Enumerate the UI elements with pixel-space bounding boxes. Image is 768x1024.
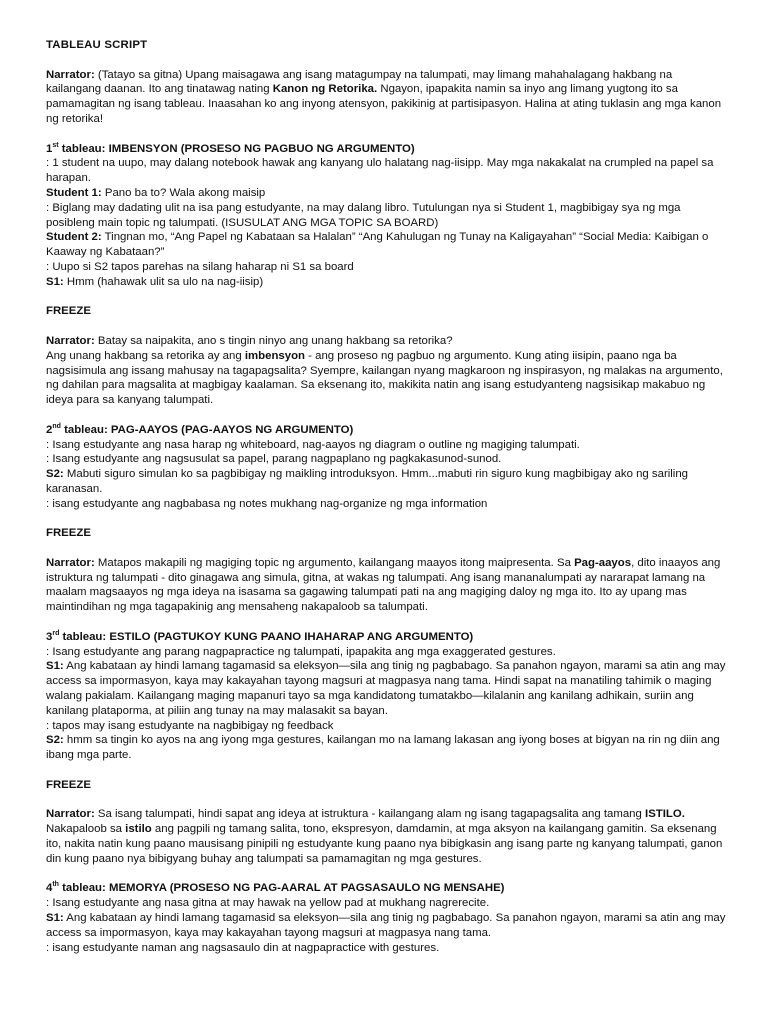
heading-number: 3 — [46, 630, 53, 643]
emphasis-text: imbensyon — [244, 349, 305, 362]
heading-ordinal: st — [52, 141, 59, 149]
dialogue-line — [46, 911, 726, 941]
narrator-paragraph — [46, 807, 726, 866]
emphasis-text: Pag-aayos — [574, 556, 632, 569]
dialogue-line — [46, 275, 726, 290]
speaker-label: Student 1: — [46, 186, 102, 199]
speaker-label: Narrator: — [46, 334, 95, 347]
speaker-label: Narrator: — [46, 68, 95, 81]
heading-number: 1 — [46, 142, 53, 155]
tableau-1-heading — [46, 142, 726, 157]
paragraph-text: Ngayon, ipapakita namin sa inyo ang limang yugtong ito sa pamamagitan ng isang tableau. Inaasahan ko ang inyong atensyon, pakikinig at partisipasyon. Halina at ating tuklasin ang mga kanon ng retorika! — [46, 83, 722, 125]
stage-direction: : isang estudyante ang nagbabasa ng notes mukhang nag-organize ng mga information — [46, 497, 488, 510]
stage-direction: : Isang estudyante ang parang nagpapractice ng talumpati, ipapakita ang mga exaggerated gestures. — [46, 645, 556, 658]
paragraph-text: Matapos makapili ng magiging topic ng argumento, kailangang maayos itong maipresenta. Sa — [94, 556, 575, 569]
tableau-4-heading — [46, 881, 726, 896]
heading-number: 2 — [46, 423, 53, 436]
speaker-label: S2: — [46, 468, 64, 481]
tableau-3-heading — [46, 630, 726, 645]
paragraph-text: Nakapaloob sa — [46, 823, 126, 836]
narrator-paragraph — [46, 556, 726, 615]
dialogue-line — [46, 733, 726, 763]
stage-direction: : Isang estudyante ang nasa harap ng whiteboard, nag-aayos ng diagram o outline ng magiging talumpati. — [46, 438, 580, 451]
dialogue-line — [46, 230, 726, 260]
stage-direction: : isang estudyante naman ang nagsasaulo din at nagpapractice with gestures. — [46, 941, 440, 954]
speaker-label: S2: — [46, 734, 64, 747]
paragraph-text: Sa isang talumpati, hindi sapat ang ideya at istruktura - kailangang alam ng isang tagapagsalita ang tamang — [94, 808, 646, 821]
stage-direction: : Isang estudyante ang nasa gitna at may hawak na yellow pad at mukhang nagrerecite. — [46, 897, 490, 910]
dialogue-text: Pano ba to? Wala akong maisip — [101, 186, 266, 199]
freeze-marker: FREEZE — [46, 527, 91, 540]
freeze-marker: FREEZE — [46, 778, 91, 791]
paragraph-text: , dito inaayos ang istruktura ng talumpati - dito ginagawa ang simula, gitna, at wakas ng talumpati. Ang isang mananalumpati ay nararapat lamang na maalam magsaayos ng mga ideya na isasama sa gagawing talumpati pati na ang magiging daloy ng mga ito. Ito ay upang mas maintindihan ng mga tagapakinig ang mensaheng nakapaloob sa talumpati. — [46, 556, 721, 614]
dialogue-line — [46, 467, 726, 497]
heading-ordinal: rd — [52, 630, 60, 638]
speaker-label: S1: — [46, 275, 64, 288]
heading-ordinal: nd — [52, 422, 61, 430]
speaker-label: S1: — [46, 912, 64, 925]
speaker-label: Narrator: — [46, 556, 95, 569]
dialogue-text: Ang kabataan ay hindi lamang tagamasid sa eleksyon—sila ang tinig ng pagbabago. Sa panahon ngayon, marami sa atin ang may access sa impormasyon, kaya may kakayahan tayong magsuri at magpasya nang tama. — [46, 912, 726, 939]
stage-direction: : Isang estudyante ang nagsusulat sa papel, parang nagpaplano ng pagkakasunod-sunod. — [46, 453, 502, 466]
heading-text: tableau: PAG-AAYOS (PAG-AAYOS NG ARGUMENTO) — [60, 423, 354, 436]
heading-number: 4 — [46, 882, 53, 895]
heading-text: tableau: IMBENSYON (PROSESO NG PAGBUO NG ARGUMENTO) — [58, 142, 415, 155]
dialogue-text: Tingnan mo, “Ang Papel ng Kabataan sa Halalan” “Ang Kahulugan ng Tunay na Kaligayahan” “Social Media: Kaibigan o Kaaway ng Kabataan?” — [46, 231, 709, 259]
paragraph-text: (Tatayo sa gitna) Upang maisagawa ang isang matagumpay na talumpati, may limang mahahalagang hakbang na kailangang daanan. Ito ang tinatawag nating — [46, 68, 673, 96]
dialogue-text: Hmm (hahawak ulit sa ulo na nag-iisip) — [63, 275, 264, 288]
document-title: TABLEAU SCRIPT — [46, 39, 148, 51]
narrator-paragraph — [46, 334, 726, 349]
tableau-2-heading — [46, 423, 726, 438]
intro-paragraph — [46, 68, 726, 127]
dialogue-text: hmm sa tingin ko ayos na ang iyong mga gestures, kailangan mo na lamang lakasan ang iyong boses at bigyan na rin ng diin ang ibang mga parte. — [46, 734, 720, 762]
dialogue-line — [46, 186, 726, 201]
narrator-paragraph — [46, 349, 726, 408]
document-page — [46, 38, 726, 955]
dialogue-text: Ang kabataan ay hindi lamang tagamasid sa eleksyon—sila ang tinig ng pagbabago. Sa panahon ngayon, marami sa atin ang may access sa impormasyon, kaya may kakayahan tayong magsuri at magpasya nang tama. Hindi sapat na manatiling tahimik o maging walang pakialam. Kailangang maging mapanuri tayo sa mga kandidatong tumatakbo—kilalanin ang kanilang adhikain, suriin ang kanilang plataporma, at piliin ang tunay na may malasakit sa bayan. — [46, 660, 726, 717]
speaker-label: S1: — [46, 660, 64, 673]
emphasis-text: Kanon ng Retorika. — [272, 83, 378, 96]
stage-direction: : Uupo si S2 tapos parehas na silang haharap ni S1 sa board — [46, 260, 354, 273]
heading-text: tableau: MEMORYA (PROSESO NG PAG-AARAL AT PAGSASAULO NG MENSAHE) — [58, 882, 505, 895]
speaker-label: Narrator: — [46, 808, 95, 821]
paragraph-text: - ang proseso ng pagbuo ng argumento. Kung ating iisipin, paano nga ba nagsisimula ang issang mahusay na tagapagsalita? Syempre, kailangan nyang magkaroon ng inspirasyon, ng malakas na argumento, ng dahilan para magsalita at magbigay kaalaman. Sa eksenang ito, makikita natin ang isang estudyanteng nagsisikap makabuo ng ideya para sa kanyang talumpati. — [46, 349, 723, 407]
paragraph-text: Batay sa naipakita, ano s tingin ninyo ang unang hakbang sa retorika? — [94, 334, 453, 347]
dialogue-text: Mabuti siguro simulan ko sa pagbibigay ng maikling introduksyon. Hmm...mabuti rin siguro kung magbibigay ako ng sariling karanasan. — [46, 468, 689, 495]
stage-direction: : tapos may isang estudyante na nagbibigay ng feedback — [46, 719, 334, 732]
freeze-marker: FREEZE — [46, 305, 91, 318]
heading-ordinal: th — [52, 881, 59, 889]
heading-text: tableau: ESTILO (PAGTUKOY KUNG PAANO IHAHARAP ANG ARGUMENTO) — [59, 630, 474, 643]
stage-direction: : 1 student na uupo, may dalang notebook hawak ang kanyang ulo halatang nag-iisipp. May mga nakakalat na crumpled na papel sa harapan. — [46, 157, 714, 185]
stage-direction: : Biglang may dadating ulit na isa pang estudyante, na may dalang libro. Tutulungan nya si Student 1, magbibigay sya ng mga posibleng main topic ng talumpati. (ISUSULAT ANG MGA TOPIC SA BOARD) — [46, 201, 681, 229]
speaker-label: Student 2: — [46, 231, 102, 244]
paragraph-text: ang pagpili ng tamang salita, tono, ekspresyon, damdamin, at mga aksyon na kailangang gamitin. Sa eksenang ito, nakita natin kung paano mausisang pinipili ng estudyante kung paano nya bibigkasin ang isang parte ng kanyang talumpati, ganon din kung paano nya bibigyang buhay ang talumpati sa pamamagitan ng mga gestures. — [46, 823, 723, 865]
emphasis-text: istilo — [125, 823, 152, 836]
emphasis-text: ISTILO. — [645, 808, 685, 821]
dialogue-line — [46, 659, 726, 718]
paragraph-text: Ang unang hakbang sa retorika ay ang — [46, 349, 245, 362]
